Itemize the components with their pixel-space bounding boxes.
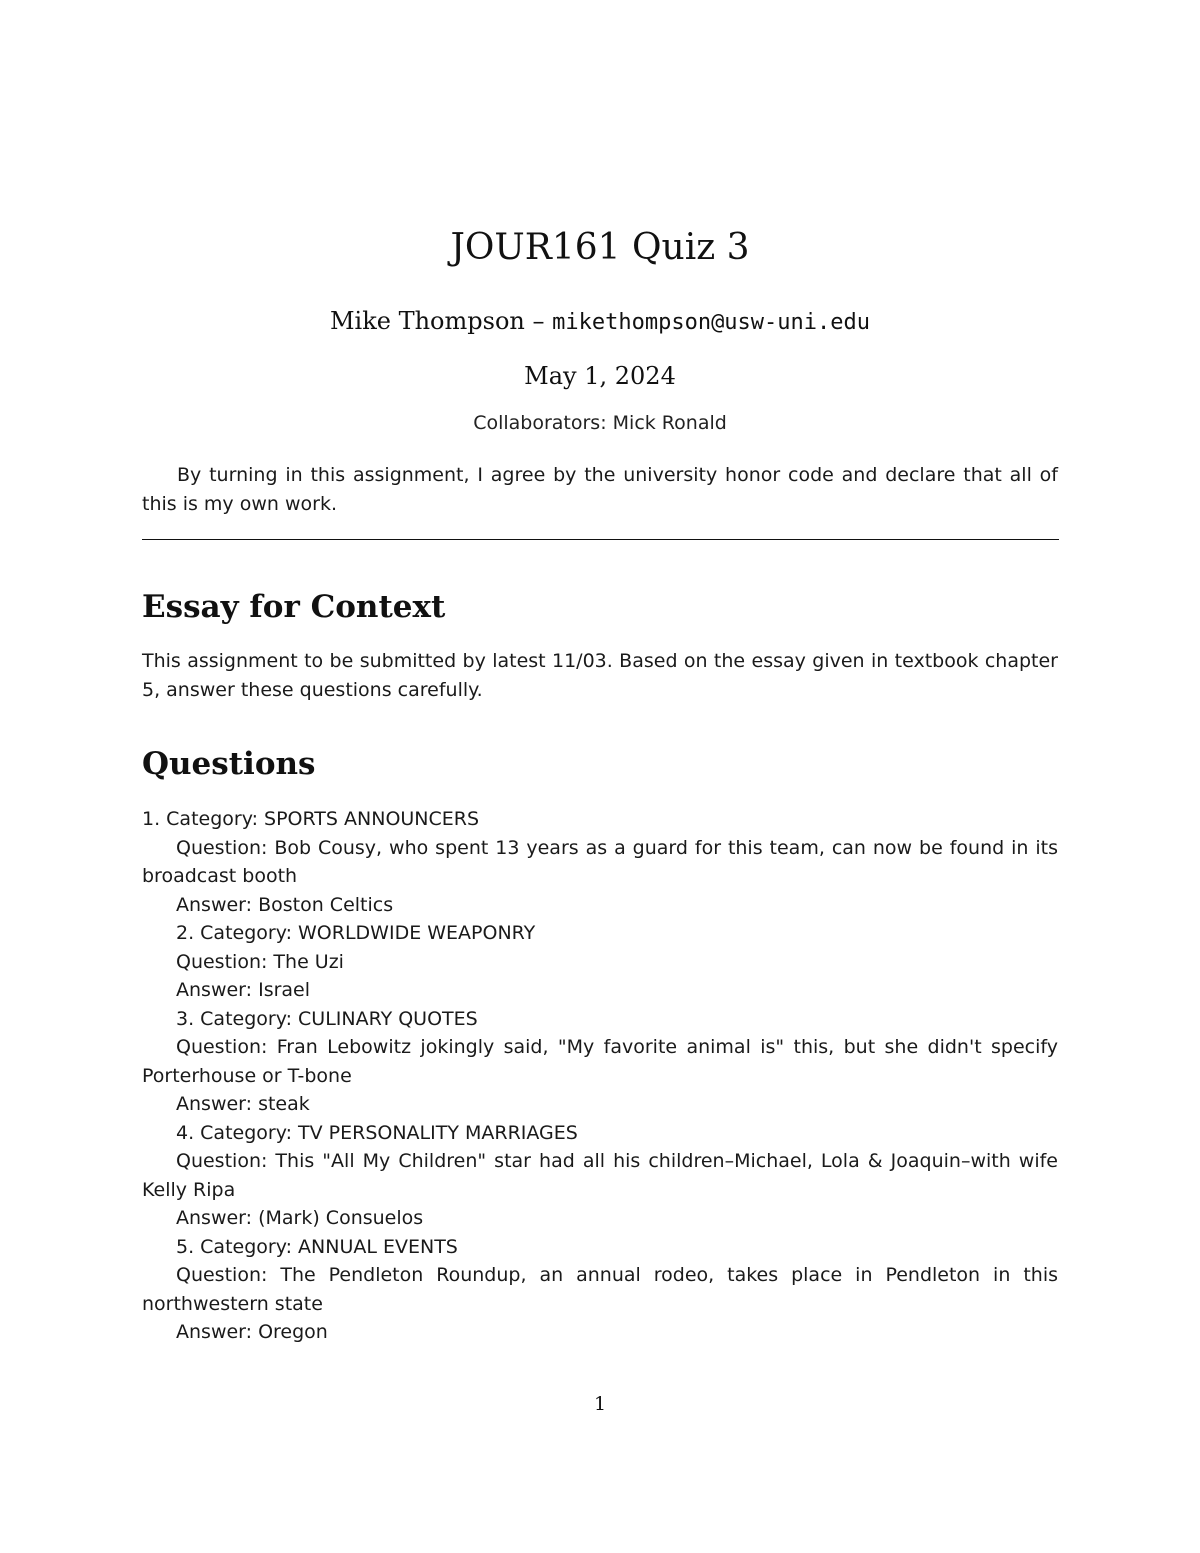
question-category: 2. Category: WORLDWIDE WEAPONRY	[176, 922, 536, 944]
questions-list	[142, 805, 1058, 1347]
question-category: 4. Category: TV PERSONALITY MARRIAGES	[176, 1121, 578, 1144]
questions-heading: Questions	[142, 746, 316, 782]
essay-paragraph: This assignment to be submitted by latest 11/03. Based on the essay given in textbook chapter 5, answer these questions carefully.	[142, 650, 1058, 701]
question-answer: Answer: (Mark) Consuelos	[176, 1207, 424, 1229]
question-category: 3. Category: CULINARY QUOTES	[176, 1007, 478, 1030]
essay-heading: Essay for Context	[142, 589, 446, 625]
document-date: May 1, 2024	[524, 362, 676, 390]
collaborators: Collaborators: Mick Ronald	[473, 412, 727, 434]
honor-statement: By turning in this assignment, I agree by the university honor code and declare that all of this is my own work.	[142, 464, 1058, 515]
question-category: 5. Category: ANNUAL EVENTS	[176, 1235, 458, 1258]
question-text: Question: Bob Cousy, who spent 13 years as a guard for this team, can now be found in its broadcast booth	[142, 836, 1058, 887]
question-item	[142, 1119, 1058, 1233]
question-answer: Answer: Boston Celtics	[176, 893, 394, 916]
question-text: Question: The Pendleton Roundup, an annual rodeo, takes place in Pendleton in this northwestern state	[142, 1264, 1058, 1315]
author-email: mikethompson@usw-uni.edu	[552, 310, 871, 335]
question-answer: Answer: steak	[176, 1093, 310, 1115]
author-line	[0, 306, 1200, 338]
page-number: 1	[593, 1393, 607, 1415]
question-answer: Answer: Israel	[176, 979, 311, 1001]
question-item	[142, 1005, 1058, 1119]
question-answer: Answer: Oregon	[176, 1321, 328, 1343]
author-name: Mike Thompson	[329, 307, 525, 335]
document-title: JOUR161 Quiz 3	[450, 227, 750, 268]
question-item	[142, 805, 1058, 919]
question-text: Question: This "All My Children" star had all his children–Michael, Lola & Joaquin–with wife Kelly Ripa	[142, 1150, 1058, 1201]
question-text: Question: The Uzi	[176, 950, 344, 973]
horizontal-rule	[142, 539, 1059, 540]
question-text: Question: Fran Lebowitz jokingly said, "My favorite animal is" this, but she didn't specify Porterhouse or T-bone	[142, 1036, 1058, 1087]
question-item	[142, 1233, 1058, 1347]
question-item	[142, 919, 1058, 1005]
question-category: 1. Category: SPORTS ANNOUNCERS	[142, 808, 480, 830]
author-separator: –	[524, 307, 553, 335]
